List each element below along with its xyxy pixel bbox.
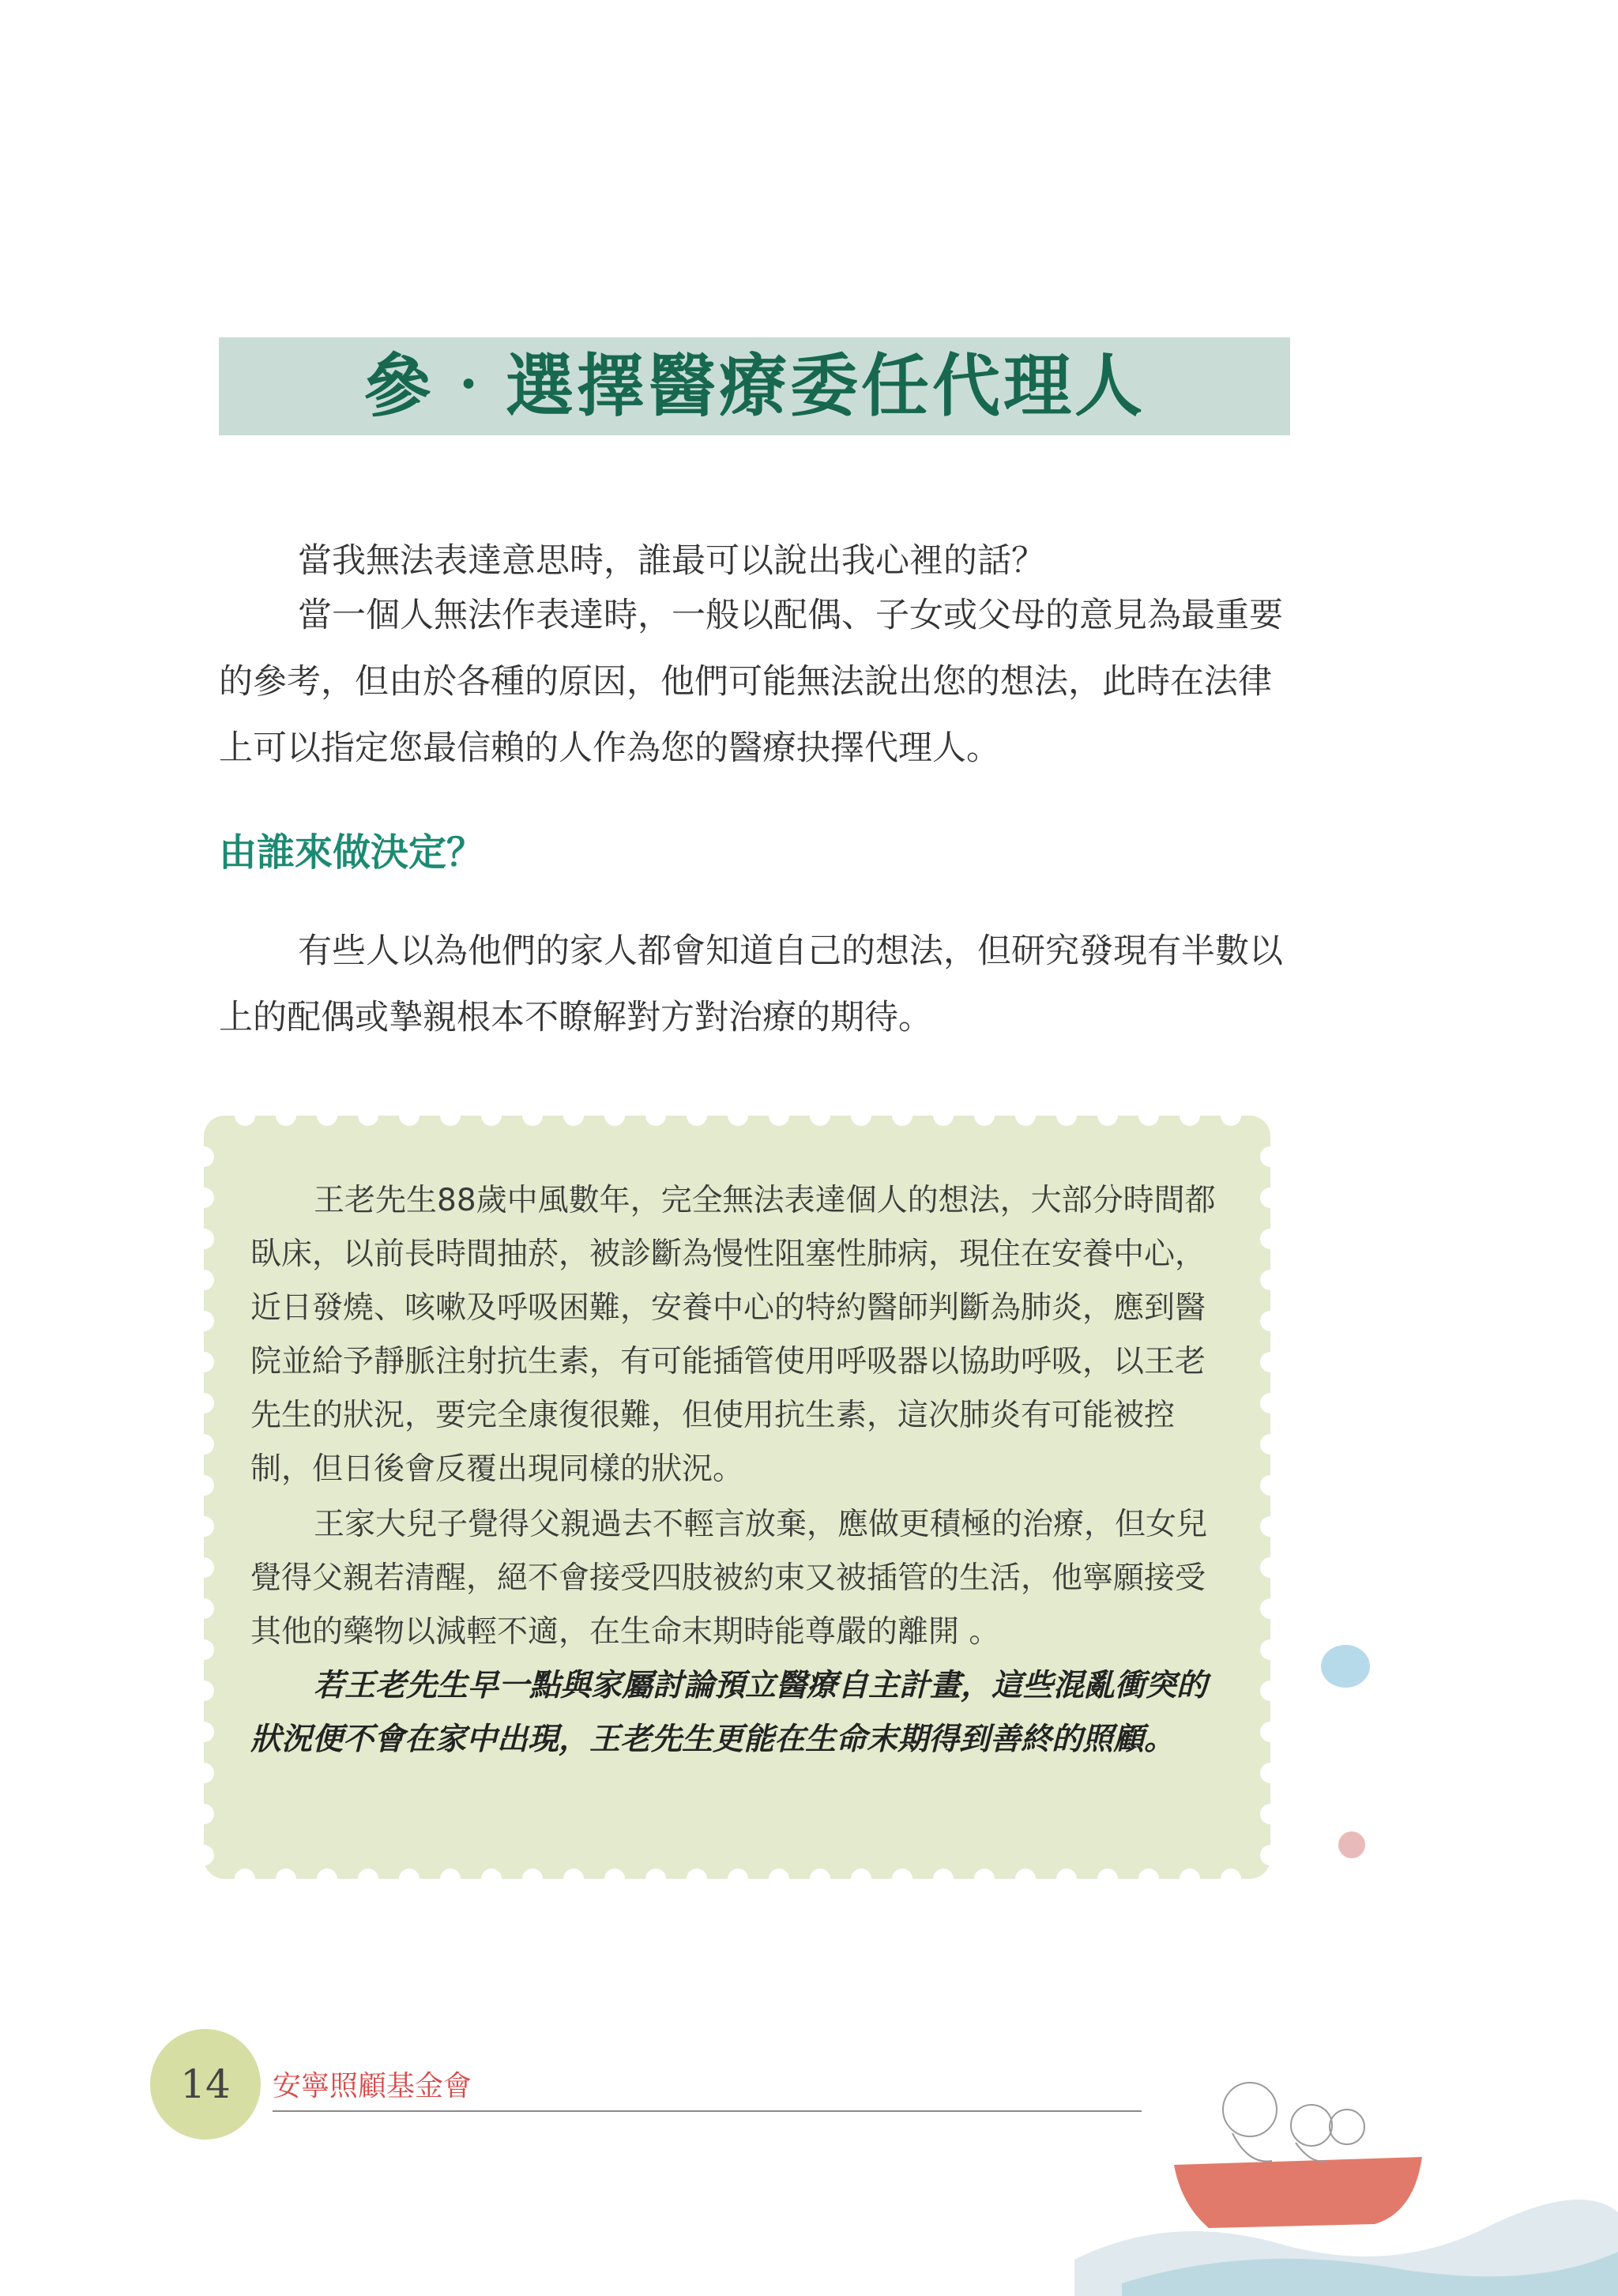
stamp-scallop: [1260, 1722, 1281, 1742]
stamp-scallop: [645, 1869, 666, 1889]
stamp-scallop: [851, 1869, 871, 1889]
stamp-scallop: [194, 1475, 214, 1496]
stamp-scallop: [235, 1105, 255, 1126]
stamp-scallop: [1221, 1869, 1241, 1889]
figure-head-1: [1223, 2083, 1277, 2136]
stamp-scallop: [522, 1105, 543, 1126]
decorative-blue-dot: [1321, 1645, 1370, 1688]
stamp-scallop: [399, 1869, 420, 1889]
stamp-scallop: [1260, 1188, 1281, 1208]
stamp-scallop: [769, 1105, 789, 1126]
boat-hull: [1174, 2157, 1422, 2228]
research-text: 有些人以為他們的家人都會知道自己的想法，但研究發現有半數以上的配偶或摯親根本不瞭解對方對治療的期待。: [219, 932, 1283, 1037]
stamp-scallop: [1180, 1105, 1200, 1126]
stamp-scallop: [974, 1869, 995, 1889]
stamp-scallop: [358, 1105, 378, 1126]
stamp-scallop: [1260, 1393, 1281, 1413]
stamp-scallop: [194, 1845, 214, 1865]
stamp-scallop: [933, 1869, 954, 1889]
stamp-scallop: [1221, 1105, 1241, 1126]
case-paragraph-1: 王老先生88歲中風數年，完全無法表達個人的想法，大部分時間都臥床，以前長時間抽菸，被診斷為慢性阻塞性肺病，現住在安養中心，近日發燒、咳嗽及呼吸困難，安養中心的特約醫師判斷為肺炎，應到醫院並給予靜脈注射抗生素，有可能插管使用呼吸器以協助呼吸，以王老先生的狀況，要完全康復很難，但使用抗生素，這次肺炎有可能被控制，但日後會反覆出現同樣的狀況。: [250, 1183, 1216, 1487]
figure-head-2: [1291, 2105, 1332, 2146]
stamp-scallop: [1056, 1105, 1077, 1126]
stamp-scallop: [358, 1869, 378, 1889]
stamp-scallop: [276, 1869, 296, 1889]
section-subheading: 由誰來做決定？: [219, 830, 485, 875]
title-banner: [219, 337, 1290, 435]
stamp-scallop: [728, 1105, 748, 1126]
stamp-scallop: [194, 1229, 214, 1249]
stamp-scallop: [810, 1105, 830, 1126]
stamp-scallop: [194, 1146, 214, 1167]
intro-question: 當我無法表達意思時，誰最可以說出我心裡的話？: [298, 541, 1045, 581]
stamp-scallop: [1260, 1763, 1281, 1783]
stamp-scallop: [235, 1869, 255, 1889]
stamp-scallop: [1260, 1598, 1281, 1619]
stamp-scallop: [194, 1516, 214, 1537]
decorative-pink-dot: [1338, 1831, 1365, 1858]
stamp-scallop: [194, 1681, 214, 1701]
stamp-scallop: [399, 1105, 420, 1126]
stamp-scallop: [481, 1105, 502, 1126]
stamp-scallop: [194, 1393, 214, 1413]
stamp-scallop: [1260, 1270, 1281, 1290]
stamp-scallop: [481, 1869, 502, 1889]
stamp-scallop: [1138, 1105, 1159, 1126]
stamp-scallop: [1015, 1869, 1036, 1889]
stamp-scallop: [769, 1869, 789, 1889]
stamp-scallop: [892, 1105, 912, 1126]
stamp-scallop: [1260, 1434, 1281, 1455]
footer-organization: 安寧照顧基金會: [273, 2070, 472, 2102]
stamp-scallop: [974, 1105, 995, 1126]
intro-body: 當一個人無法作表達時，一般以配偶、子女或父母的意見為最重要的參考，但由於各種的原因，他們可能無法說出您的想法，此時在法律上可以指定您最信賴的人作為您的醫療抉擇代理人。: [219, 596, 1283, 768]
stamp-scallop: [194, 1188, 214, 1208]
stamp-scallop: [1260, 1352, 1281, 1372]
stamp-scallop: [1260, 1845, 1281, 1865]
stamp-scallop: [194, 1557, 214, 1578]
stamp-scallop: [645, 1105, 666, 1126]
stamp-scallop: [1260, 1311, 1281, 1331]
page-number-badge: [150, 2029, 261, 2140]
stamp-scallop: [892, 1869, 912, 1889]
stamp-scallop: [1097, 1105, 1118, 1126]
stamp-scallop: [1180, 1869, 1200, 1889]
stamp-scallop: [810, 1869, 830, 1889]
case-paragraph-2: 王家大兒子覺得父親過去不輕言放棄，應做更積極的治療，但女兒覺得父親若清醒，絕不會接受四肢被約束又被插管的生活，他寧願接受其他的藥物以減輕不適，在生命末期時能尊嚴的離開 。: [250, 1507, 1208, 1650]
stamp-scallop: [1260, 1557, 1281, 1578]
stamp-scallop: [317, 1105, 337, 1126]
figure-head-3: [1330, 2110, 1364, 2144]
stamp-scallop: [604, 1105, 625, 1126]
stamp-scallop: [687, 1105, 707, 1126]
stamp-scallop: [194, 1270, 214, 1290]
stamp-scallop: [728, 1869, 748, 1889]
stamp-scallop: [194, 1311, 214, 1331]
stamp-scallop: [1097, 1869, 1118, 1889]
figure-bodies: [1232, 2133, 1327, 2162]
stamp-scallop: [440, 1869, 461, 1889]
stamp-scallop: [194, 1434, 214, 1455]
stamp-scallop: [194, 1763, 214, 1783]
stamp-scallop: [276, 1105, 296, 1126]
stamp-scallop: [1138, 1869, 1159, 1889]
boat-illustration: [1074, 2054, 1618, 2296]
stamp-scallop: [194, 1804, 214, 1824]
stamp-scallop: [194, 1352, 214, 1372]
stamp-scallop: [1056, 1869, 1077, 1889]
stamp-scallop: [1260, 1681, 1281, 1701]
stamp-scallop: [317, 1869, 337, 1889]
stamp-scallop: [194, 1639, 214, 1660]
stamp-scallop: [1260, 1516, 1281, 1537]
stamp-scallop: [1260, 1475, 1281, 1496]
stamp-scallop: [1260, 1146, 1281, 1167]
stamp-scallop: [194, 1722, 214, 1742]
stamp-scallop: [522, 1869, 543, 1889]
stamp-scallop: [933, 1105, 954, 1126]
stamp-scallop: [851, 1105, 871, 1126]
stamp-scallop: [1260, 1804, 1281, 1824]
stamp-scallop: [1260, 1229, 1281, 1249]
stamp-scallop: [1260, 1639, 1281, 1660]
stamp-scallop: [563, 1105, 584, 1126]
stamp-scallop: [687, 1869, 707, 1889]
stamp-scallop: [604, 1869, 625, 1889]
page-number: 14: [180, 2061, 231, 2107]
stamp-scallop: [440, 1105, 461, 1126]
page-title: 參‧選擇醫療委任代理人: [363, 346, 1146, 426]
case-emphasis: 若王老先生早一點與家屬討論預立醫療自主計畫，這些混亂衝突的狀況便不會在家中出現，王老先生更能在生命末期得到善終的照顧。: [250, 1668, 1208, 1757]
footer-divider: [273, 2110, 1142, 2112]
stamp-scallop: [194, 1598, 214, 1619]
stamp-scallop: [1015, 1105, 1036, 1126]
stamp-scallop: [563, 1869, 584, 1889]
